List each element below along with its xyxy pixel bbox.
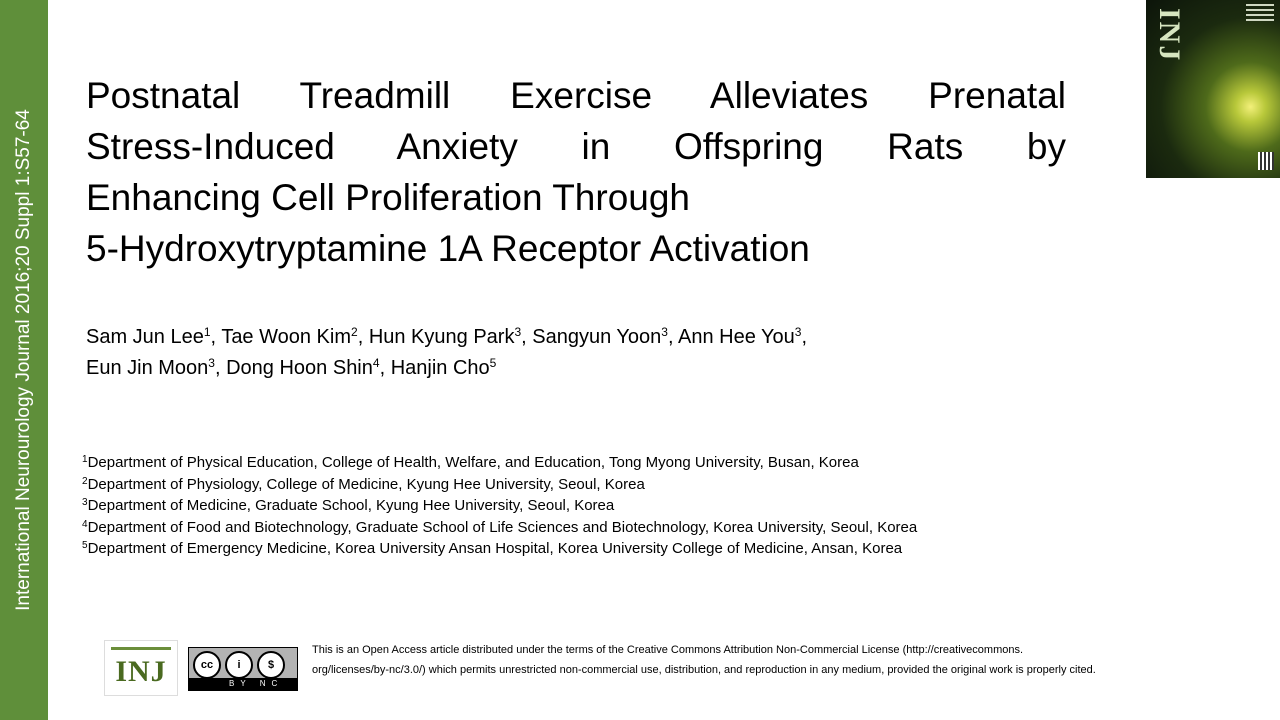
article-title bbox=[86, 70, 1066, 274]
license-notice bbox=[312, 640, 1254, 680]
affiliation-item bbox=[82, 452, 917, 474]
author-affiliation-mark: 1 bbox=[203, 325, 211, 339]
author-separator: , bbox=[801, 326, 808, 348]
affiliation-list bbox=[82, 452, 917, 560]
author-separator: , bbox=[214, 357, 227, 379]
author-affiliation-mark: 3 bbox=[208, 356, 215, 370]
author-separator: , bbox=[379, 357, 391, 379]
author-separator: , bbox=[210, 326, 222, 348]
author-separator: , bbox=[521, 326, 533, 348]
author-name: Sangyun Yoon bbox=[532, 326, 662, 348]
author-name: Dong Hoon Shin bbox=[226, 357, 373, 379]
author-name: Ann Hee You bbox=[678, 326, 795, 348]
author-separator: , bbox=[357, 326, 369, 348]
author-affiliation-mark: 3 bbox=[661, 325, 668, 339]
journal-cover-image bbox=[1146, 0, 1280, 178]
author-name: Sam Jun Lee bbox=[86, 326, 204, 348]
author-name: Eun Jin Moon bbox=[86, 357, 209, 379]
license-line-1: This is an Open Access article distributed under the terms of the Creative Commons Attribution Non-Commercial License (http://creativecommons. bbox=[312, 644, 1024, 656]
author-name: Tae Woon Kim bbox=[221, 326, 351, 348]
title-line-1: Postnatal Treadmill Exercise Alleviates Prenatal bbox=[86, 75, 1066, 116]
cover-title: INJ bbox=[1153, 8, 1186, 63]
author-line-2 bbox=[86, 353, 807, 384]
journal-sidebar bbox=[0, 0, 48, 720]
nc-label: NC bbox=[259, 679, 284, 688]
affiliation-item bbox=[82, 495, 917, 517]
affiliation-item bbox=[82, 538, 917, 560]
author-affiliation-mark: 4 bbox=[372, 356, 380, 370]
affiliation-text: Department of Emergency Medicine, Korea University Ansan Hospital, Korea University College of Medicine, Ansan, Korea bbox=[87, 540, 903, 557]
title-line-3: Enhancing Cell Proliferation Through bbox=[86, 177, 691, 218]
license-line-2: org/licenses/by-nc/3.0/) which permits unrestricted non-commercial use, distribution, and reproduction in any medium, provided the original work is properly cited. bbox=[312, 664, 1096, 676]
author-separator: , bbox=[667, 326, 678, 348]
author-affiliation-mark: 5 bbox=[489, 356, 497, 370]
logo-small-text bbox=[111, 647, 171, 650]
author-name: Hun Kyung Park bbox=[368, 326, 515, 348]
journal-logo bbox=[104, 640, 178, 696]
by-label: BY bbox=[229, 679, 252, 688]
affiliation-text: Department of Food and Biotechnology, Graduate School of Life Sciences and Biotechnology, Korea University, Seoul, Korea bbox=[87, 518, 918, 536]
affiliation-text: Department of Physical Education, College of Health, Welfare, and Education, Tong Myong University, Busan, Korea bbox=[87, 454, 859, 471]
author-line-1 bbox=[86, 322, 807, 353]
qr-code-icon bbox=[1258, 152, 1274, 170]
logo-text: INJ bbox=[115, 655, 167, 688]
cc-icons bbox=[193, 651, 289, 679]
noncommercial-icon: $ bbox=[257, 651, 285, 679]
affiliation-number: 5 bbox=[82, 540, 88, 551]
affiliation-text: Department of Physiology, College of Medicine, Kyung Hee University, Seoul, Korea bbox=[87, 475, 645, 493]
affiliation-number: 3 bbox=[82, 497, 88, 508]
creative-commons-badge bbox=[188, 647, 298, 691]
cc-badge-labels bbox=[189, 678, 297, 690]
affiliation-number: 4 bbox=[82, 518, 88, 530]
author-affiliation-mark: 3 bbox=[794, 325, 802, 339]
author-list bbox=[86, 322, 807, 384]
author-name: Hanjin Cho bbox=[390, 357, 490, 379]
affiliation-item bbox=[82, 517, 917, 539]
attribution-icon: i bbox=[225, 651, 253, 679]
title-line-4: 5-Hydroxytryptamine 1A Receptor Activation bbox=[86, 228, 810, 269]
title-line-2: Stress-Induced Anxiety in Offspring Rats by bbox=[86, 126, 1066, 167]
author-affiliation-mark: 2 bbox=[351, 325, 358, 339]
affiliation-item bbox=[82, 474, 917, 496]
cc-icon: cc bbox=[193, 651, 221, 679]
affiliation-number: 1 bbox=[82, 454, 88, 465]
author-affiliation-mark: 3 bbox=[514, 325, 522, 339]
journal-citation: International Neurourology Journal 2016;20 Suppl 1:S57-64 bbox=[13, 109, 34, 611]
cover-text-lines bbox=[1246, 4, 1274, 24]
affiliation-number: 2 bbox=[82, 475, 88, 487]
affiliation-text: Department of Medicine, Graduate School, Kyung Hee University, Seoul, Korea bbox=[87, 497, 615, 514]
